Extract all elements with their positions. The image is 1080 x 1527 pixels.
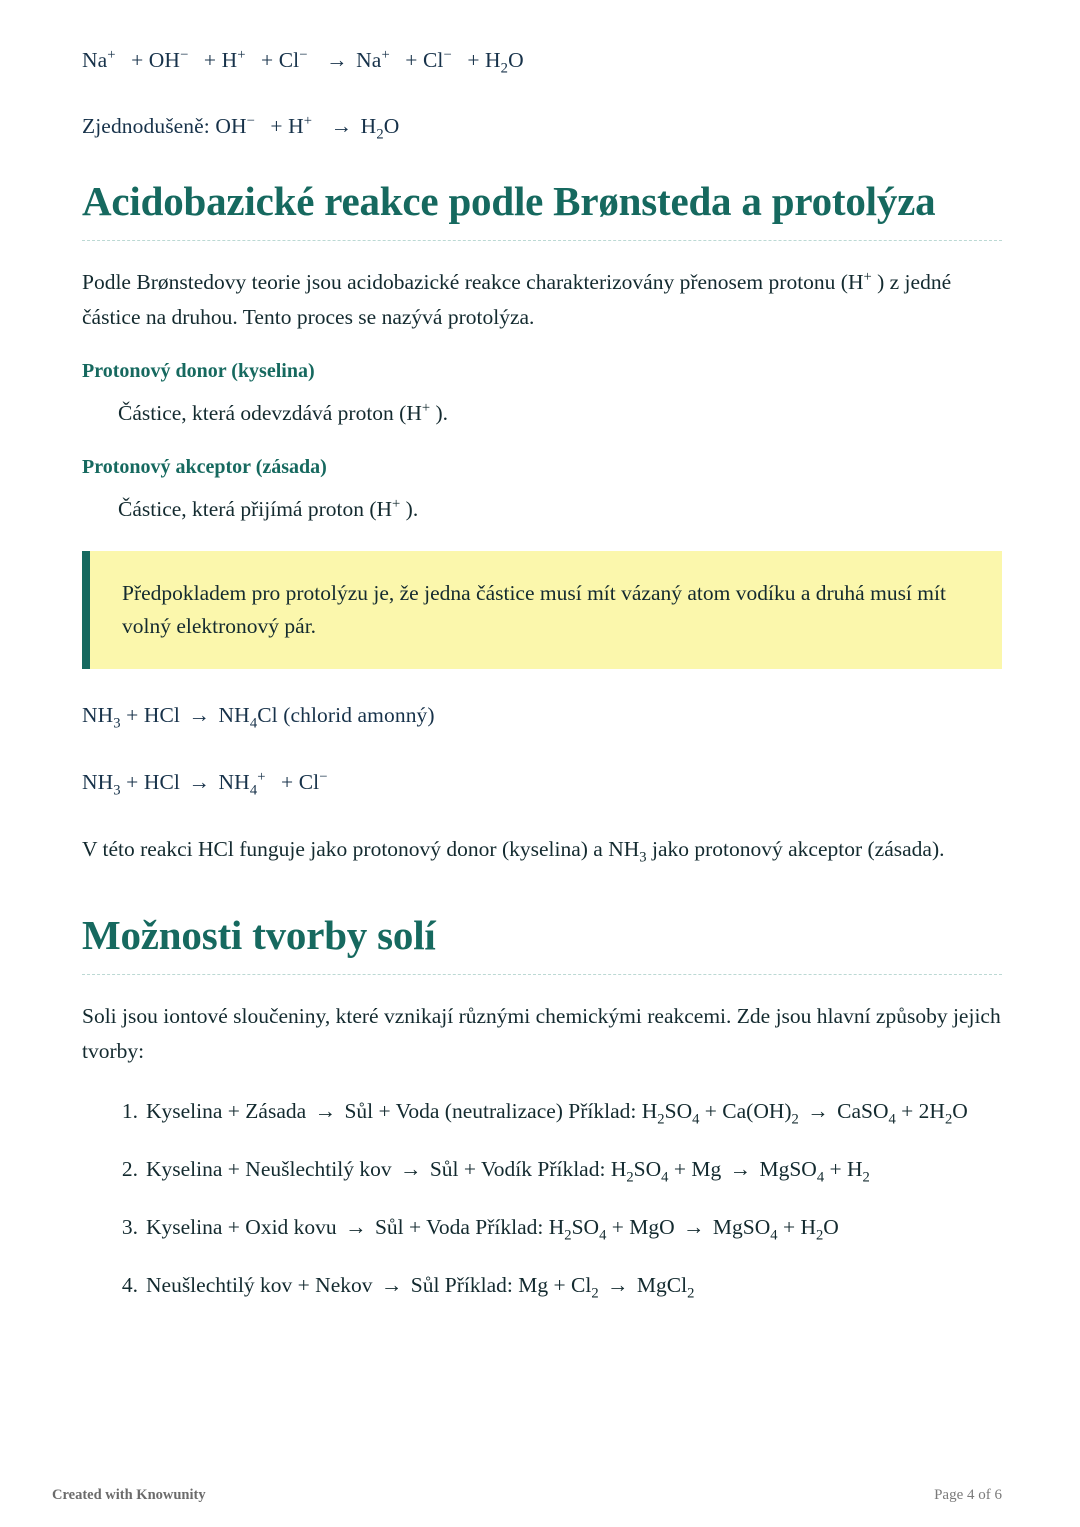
section1-intro: Podle Brønstedovy teorie jsou acidobazické reakce charakterizovány přenosem protonu (H+ ) z jedné částice na druhou. Tento proces se nazývá protolýza.	[82, 268, 952, 329]
section2-intro: Soli jsou iontové sloučeniny, které vznikají různými chemickými reakcemi. Zde jsou hlavní způsoby jejich tvorby:	[82, 1003, 1001, 1063]
callout-box: Předpokladem pro protolýzu je, že jedna částice musí mít vázaný atom vodíku a druhá musí mít volný elektronový pár.	[82, 551, 1002, 670]
footer-page-number: Page 4 of 6	[934, 1486, 1002, 1503]
equation-nh3-hcl-ionic: $NH_3$ + HCl → $NH_4^+ + Cl^-$	[82, 768, 328, 799]
equation-nh3-hcl-salt: $NH_3$ + HCl → $NH_4Cl$ (chlorid amonný)	[82, 703, 435, 732]
footer-credit: Created with Knowunity	[52, 1486, 206, 1503]
term-proton-donor: Protonový donor (kyselina)	[82, 360, 315, 383]
list-item: Kyselina + Zásada → Sůl + Voda (neutralizace) Příklad: $H_2SO_4 + Ca(OH)_2$ → CaSO$_4$ + $2H_2O$	[146, 1098, 968, 1127]
equation-simplified: Zjednodušeně: $OH^- + H^+ \to H_2O$	[82, 113, 400, 143]
term-proton-acceptor: Protonový akceptor (zásada)	[82, 455, 327, 478]
section-title-acidobazicke: Acidobazické reakce podle Brønsteda a protolýza	[82, 177, 936, 224]
definition-proton-acceptor: Částice, která přijímá proton (H+ ).	[118, 495, 419, 521]
section-title-moznosti-tvorby-soli: Možnosti tvorby solí	[82, 911, 436, 958]
page-footer	[0, 1463, 1080, 1527]
equation-full-ionic: $Na^+ + OH^- + H^+ + Cl^- \to Na^+ + Cl^- + H_2O$	[82, 46, 524, 77]
definition-proton-donor: Částice, která odevzdává proton (H+ ).	[118, 400, 449, 426]
section-divider	[82, 240, 1002, 241]
section1-conclusion: V této reakci HCl funguje jako protonový donor (kyselina) a $NH_3$ jako protonový akceptor (zásada).	[82, 836, 945, 866]
salt-formation-list	[82, 1095, 1002, 1302]
list-item: Kyselina + Neušlechtilý kov → Sůl + Vodík Příklad: $H_2SO_4 + Mg$ → MgSO$_4$ + $H_2$	[146, 1156, 870, 1186]
section-divider-2	[82, 974, 1002, 975]
list-item: Neušlechtilý kov + Nekov → Sůl Příklad: $Mg + Cl_2$ → MgCl$_2$	[146, 1273, 695, 1302]
list-item: Kyselina + Oxid kovu → Sůl + Voda Příklad: $H_2SO_4$ + MgO → MgSO$_4$ + $H_2O$	[146, 1215, 839, 1244]
